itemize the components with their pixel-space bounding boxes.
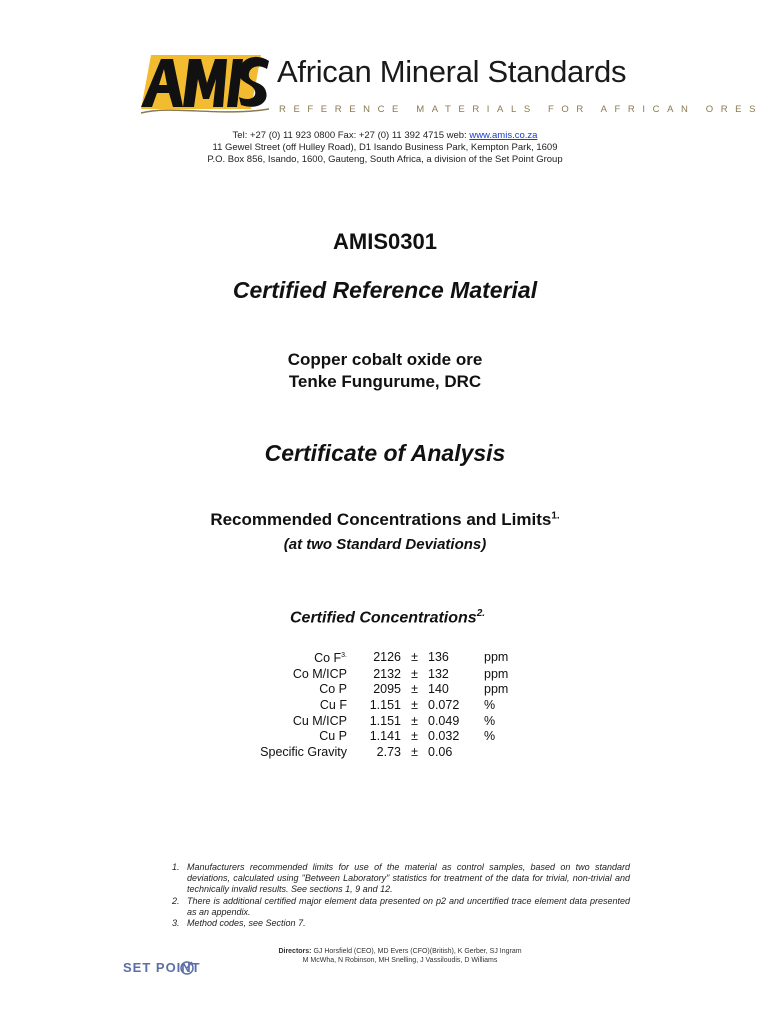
limit-value: 0.049: [428, 713, 460, 728]
limit-value: 0.06: [428, 744, 453, 759]
footnote-2: [172, 896, 630, 918]
certified-value: 1.151: [369, 713, 401, 728]
material-line-2: Tenke Fungurume, DRC: [288, 372, 482, 391]
certified-value: 1.151: [369, 697, 401, 712]
contact-phone-fax: Tel: +27 (0) 11 923 0800 Fax: +27 (0) 11 392 4715 web:: [232, 130, 470, 141]
footnote-number: 2.: [172, 895, 180, 906]
directors-line-1: [0, 947, 770, 956]
amis-logo: [131, 47, 271, 122]
certified-value: 1.141: [369, 729, 401, 744]
footnote-1: [172, 862, 630, 896]
limit-value: 0.072: [428, 697, 460, 712]
unit: ppm: [484, 682, 509, 697]
element-label: Cu M/ICP: [292, 713, 347, 728]
certified-value: 2095: [373, 682, 401, 697]
footnote-number: 1.: [172, 862, 180, 872]
crm-title: Certified Reference Material: [232, 277, 538, 303]
std-dev-subheading: (at two Standard Deviations): [283, 536, 487, 553]
limit-value: 140: [428, 682, 449, 697]
method-footnote-ref: 3.: [341, 652, 347, 659]
element-name: [250, 698, 357, 714]
element-name: [250, 682, 357, 698]
plus-minus-sign: ±: [411, 729, 418, 744]
certified-heading: [290, 608, 485, 627]
footnotes: [172, 862, 630, 929]
element-name: [250, 648, 357, 667]
certified-value: 2132: [373, 666, 401, 681]
material-code: AMIS0301: [333, 229, 437, 254]
concentration-row: [250, 667, 524, 683]
recommended-heading: [0, 510, 770, 530]
concentration-row: [250, 648, 524, 667]
element-name: [250, 745, 357, 761]
unit: %: [484, 713, 496, 728]
unit: %: [484, 697, 496, 712]
element-label: Cu P: [319, 729, 347, 744]
footnote-ref-2: 2.: [476, 608, 486, 619]
element-label: Cu F: [319, 697, 347, 712]
certificate-title: Certificate of Analysis: [264, 440, 506, 466]
concentrations-table: [250, 648, 524, 760]
material-description: [0, 349, 770, 393]
directors-footer: [0, 947, 770, 965]
element-label: Co P: [319, 682, 347, 697]
plus-minus-sign: ±: [411, 682, 418, 697]
unit: ppm: [484, 649, 509, 664]
certified-value: 2126: [373, 649, 401, 664]
limit-value: 136: [428, 649, 449, 664]
plus-minus-sign: ±: [411, 649, 418, 664]
directors-line-2: M McWha, N Robinson, MH Snelling, J Vassiloudis, D Williams: [302, 957, 498, 964]
brand-name: African Mineral Standards: [277, 54, 627, 89]
element-label: Co M/ICP: [292, 666, 347, 681]
footnote-text: There is additional certified major element data presented on p2 and uncertified trace element data presented as an appendix.: [187, 895, 630, 917]
plus-minus-sign: ±: [411, 744, 418, 759]
material-line-1: Copper cobalt oxide ore: [287, 350, 483, 369]
setpoint-logo: SET POINT: [123, 960, 201, 975]
concentration-row: [250, 729, 524, 745]
element-name: [250, 667, 357, 683]
concentration-row: [250, 698, 524, 714]
limit-value: 132: [428, 666, 449, 681]
recommended-heading-text: Recommended Concentrations and Limits: [210, 510, 552, 529]
plus-minus-sign: ±: [411, 666, 418, 681]
contact-line-1: [0, 130, 770, 142]
plus-minus-sign: ±: [411, 713, 418, 728]
element-label: Specific Gravity: [260, 744, 347, 759]
concentration-row: [250, 745, 524, 761]
concentration-row: [250, 714, 524, 730]
footnote-number: 3.: [172, 918, 180, 929]
unit: %: [484, 729, 496, 744]
contact-line-2: 11 Gewel Street (off Hulley Road), D1 Isando Business Park, Kempton Park, 1609: [212, 142, 558, 153]
concentration-row: [250, 682, 524, 698]
certified-heading-text: Certified Concentrations: [290, 609, 477, 627]
unit: ppm: [484, 666, 509, 681]
limit-value: 0.032: [428, 729, 460, 744]
footnote-text: Method codes, see Section 7.: [187, 918, 306, 929]
website-link[interactable]: www.amis.co.za: [469, 130, 538, 141]
footnote-3: [172, 918, 630, 929]
directors-names-1: GJ Horsfield (CEO), MD Evers (CFO)(British), K Gerber, SJ Ingram: [311, 948, 522, 955]
plus-minus-sign: ±: [411, 697, 418, 712]
element-name: [250, 729, 357, 745]
element-name: [250, 714, 357, 730]
contact-line-3: P.O. Box 856, Isando, 1600, Gauteng, South Africa, a division of the Set Point Group: [207, 154, 563, 165]
unit: [484, 745, 524, 761]
footnote-text: Manufacturers recommended limits for use of the material as control samples, based on two standard deviations, calculated using "Between Laboratory" statistics for treatment of the data for trivial, non-trivial and technically invalid results. See sections 1, 9 and 12.: [187, 862, 630, 895]
brand-tagline: REFERENCE MATERIALS FOR AFRICAN ORES: [279, 104, 764, 115]
directors-label: Directors:: [278, 948, 312, 955]
certified-value: 2.73: [376, 744, 401, 759]
footnote-ref-1: 1.: [551, 510, 560, 522]
element-label: Co F: [314, 651, 342, 666]
